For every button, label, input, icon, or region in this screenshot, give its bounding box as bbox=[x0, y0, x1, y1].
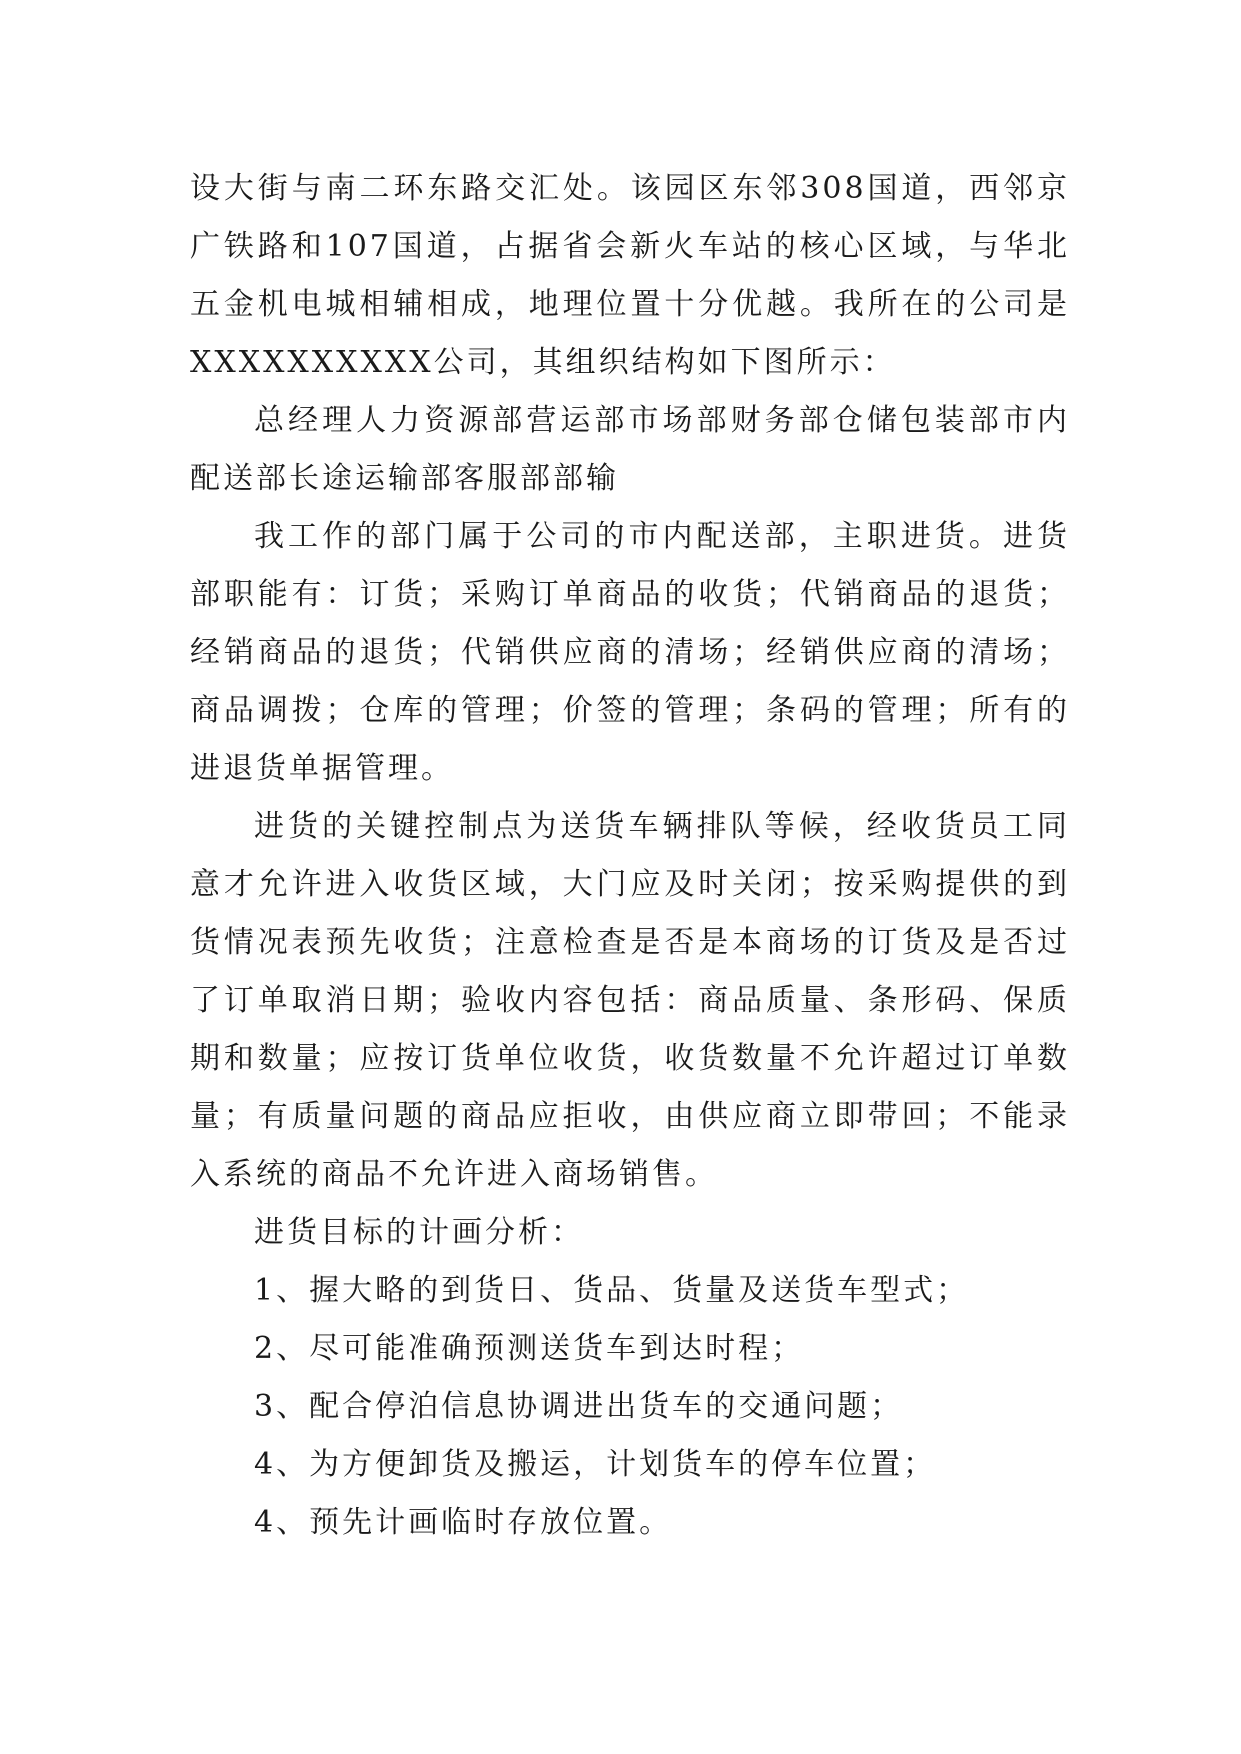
paragraph-key-control-points: 进货的关键控制点为送货车辆排队等候，经收货员工同意才允许进入收货区域，大门应及时关闭；按采购提供的到货情况表预先收货；注意检查是否是本商场的订货及是否过了订单取消日期；验收内容包括：商品质量、条形码、保质期和数量；应按订货单位收货，收货数量不允许超过订单数量；有质量问题的商品应拒收，由供应商立即带回；不能录入系统的商品不允许进入商场销售。 bbox=[190, 809, 1070, 1192]
paragraph-park-location: 设大街与南二环东路交汇处。该园区东邻308国道，西邻京广铁路和107国道，占据省会新火车站的核心区域，与华北五金机电城相辅相成，地理位置十分优越。我所在的公司是XXXXXXXXXX公司，其组织结构如下图所示： bbox=[190, 171, 1070, 380]
list-item-4: 4、为方便卸货及搬运，计划货车的停车位置； bbox=[254, 1447, 937, 1482]
paragraph-plan-analysis-heading: 进货目标的计画分析： bbox=[254, 1215, 584, 1250]
document-body bbox=[190, 160, 1070, 1552]
paragraph-department-functions: 我工作的部门属于公司的市内配送部，主职进货。进货部职能有：订货；采购订单商品的收货；代销商品的退货；经销商品的退货；代销供应商的清场；经销供应商的清场；商品调拨；仓库的管理；价签的管理；条码的管理；所有的进退货单据管理。 bbox=[190, 519, 1070, 786]
list-item-1: 1、握大略的到货日、货品、货量及送货车型式； bbox=[254, 1273, 970, 1308]
list-item-2: 2、尽可能准确预测送货车到达时程； bbox=[254, 1331, 805, 1366]
list-item-5: 4、预先计画临时存放位置。 bbox=[254, 1505, 673, 1540]
paragraph-org-structure: 总经理人力资源部营运部市场部财务部仓储包装部市内配送部长途运输部客服部部输 bbox=[190, 403, 1070, 496]
list-item-3: 3、配合停泊信息协调进出货车的交通问题； bbox=[254, 1389, 904, 1424]
